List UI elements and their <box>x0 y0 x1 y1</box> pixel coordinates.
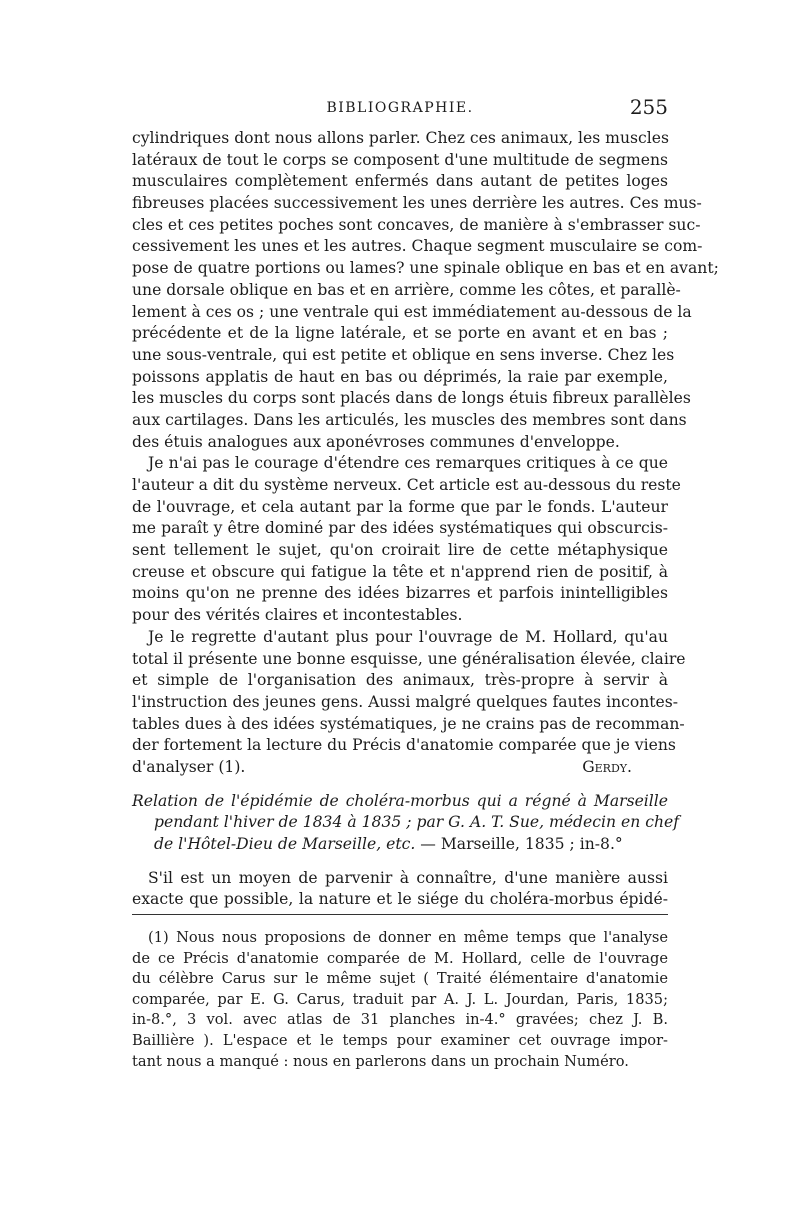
text-line: creuse et obscure qui fatigue la tête et n'apprend rien de positif, à <box>132 562 668 581</box>
text-line: moins qu'on ne prenne des idées bizarres et parfois inintelligibles <box>132 584 668 603</box>
text-line: de l'ouvrage, et cela autant par la forme que par le fonds. L'auteur <box>132 497 668 516</box>
review-title <box>132 791 679 856</box>
text-line: musculaires complètement enfermés dans autant de petites loges <box>132 172 668 191</box>
title-line: pendant l'hiver de 1834 à 1835 ; par G. A. T. Sue, médecin en chef <box>154 813 679 832</box>
footnote-line: Baillière ). L'espace et le temps pour examiner cet ouvrage impor- <box>132 1031 668 1049</box>
text-line: des étuis analogues aux aponévroses communes d'enveloppe. <box>132 432 620 451</box>
text-line: fibreuses placées successivement les unes derrière les autres. Ces mus- <box>132 194 702 213</box>
text-line: me paraît y être dominé par des idées systématiques qui obscurcis- <box>132 519 668 538</box>
text-line: cessivement les unes et les autres. Chaque segment musculaire se com- <box>132 237 703 256</box>
text-line: der fortement la lecture du Précis d'anatomie comparée que je viens <box>132 736 676 755</box>
text-line: total il présente une bonne esquisse, une généralisation élevée, claire <box>132 649 686 668</box>
body-text <box>132 128 719 911</box>
text-line: l'instruction des jeunes gens. Aussi malgré quelques fautes incontes- <box>132 692 679 711</box>
spacer <box>132 856 668 868</box>
text-line: précédente et de la ligne latérale, et se porte en avant et en bas ; <box>132 324 668 343</box>
title-italic-part: de l'Hôtel-Dieu de Marseille, etc. <box>154 835 416 853</box>
running-head: BIBLIOGRAPHIE. <box>326 100 474 116</box>
footnote <box>132 928 668 1072</box>
text-line: tables dues à des idées systématiques, je ne crains pas de recomman- <box>132 714 685 733</box>
footnote-separator <box>132 914 668 915</box>
text-line: exacte que possible, la nature et le siége du choléra-morbus épidé- <box>132 890 668 909</box>
footnote-line: (1) Nous nous proposions de donner en même temps que l'analyse <box>148 929 668 946</box>
signoff-text: d'analyser (1). <box>132 757 246 776</box>
paragraph-3 <box>132 627 686 779</box>
text-line: une dorsale oblique en bas et en arrière, comme les côtes, et parallè- <box>132 280 681 299</box>
title-line <box>132 834 668 856</box>
paragraph-1 <box>132 128 719 453</box>
text-line: poissons applatis de haut en bas ou déprimés, la raie par exemple, <box>132 367 668 386</box>
footnote-line: de ce Précis d'anatomie comparée de M. Hollard, celle de l'ouvrage <box>132 949 668 967</box>
text-line: l'auteur a dit du système nerveux. Cet article est au-dessous du reste <box>132 476 681 494</box>
author-signature: Gerdy. <box>582 757 632 776</box>
text-line: lement à ces os ; une ventrale qui est immédiatement au-dessous de la <box>132 302 692 321</box>
footnote-line: in-8.°, 3 vol. avec atlas de 31 planches in-4.° gravées; chez J. B. <box>132 1011 668 1029</box>
text-line: cles et ces petites poches sont concaves, de manière à s'embrasser suc- <box>132 215 701 234</box>
title-line: Relation de l'épidémie de choléra-morbus qui a régné à Marseille <box>132 791 668 810</box>
page-header <box>132 95 668 124</box>
text-line: pose de quatre portions ou lames? une spinale oblique en bas et en avant; <box>132 259 719 278</box>
text-line: cylindriques dont nous allons parler. Chez ces animaux, les muscles <box>132 129 669 147</box>
title-plain-part: — Marseille, 1835 ; in-8.° <box>415 835 623 853</box>
text-line: et simple de l'organisation des animaux, très-propre à servir à <box>132 671 668 690</box>
text-line: pour des vérités claires et incontestables. <box>132 606 463 625</box>
text-line: sent tellement le sujet, qu'on croirait lire de cette métaphysique <box>132 541 668 560</box>
footnote-line: du célèbre Carus sur le même sujet ( Traité élémentaire d'anatomie <box>132 970 668 988</box>
text-line: les muscles du corps sont placés dans de longs étuis fibreux parallèles <box>132 389 691 408</box>
paragraph-4 <box>132 868 668 911</box>
text-line: une sous-ventrale, qui est petite et oblique en sens inverse. Chez les <box>132 345 675 364</box>
signoff-line <box>132 757 668 779</box>
footnote-line: comparée, par E. G. Carus, traduit par A. J. L. Jourdan, Paris, 1835; <box>132 990 668 1008</box>
text-line: latéraux de tout le corps se composent d'une multitude de segmens <box>132 150 668 169</box>
text-line: aux cartilages. Dans les articulés, les muscles des membres sont dans <box>132 410 687 429</box>
text-line: Je le regrette d'autant plus pour l'ouvrage de M. Hollard, qu'au <box>148 627 668 646</box>
spacer <box>132 779 668 791</box>
footnote-line: tant nous a manqué : nous en parlerons dans un prochain Numéro. <box>132 1052 629 1070</box>
text-line: Je n'ai pas le courage d'étendre ces remarques critiques à ce que <box>148 454 668 473</box>
paragraph-2 <box>132 453 681 627</box>
text-line: S'il est un moyen de parvenir à connaître, d'une manière aussi <box>148 868 668 887</box>
page-number: 255 <box>629 95 668 119</box>
